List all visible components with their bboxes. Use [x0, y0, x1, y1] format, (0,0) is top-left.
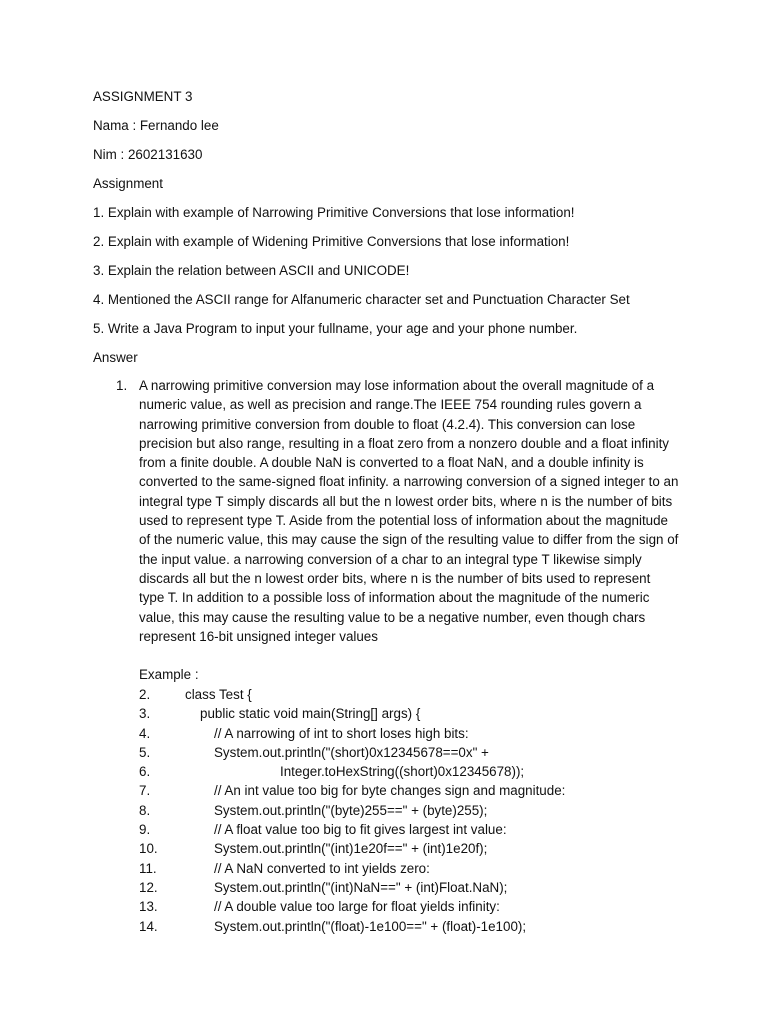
assignment-title: ASSIGNMENT 3 [93, 89, 193, 104]
code-line-text: // A narrowing of int to short loses high bits: [214, 725, 469, 741]
example-label: Example : [139, 667, 199, 682]
code-line-text: // A double value too large for float yields infinity: [214, 899, 500, 915]
example-label-row [139, 665, 739, 684]
code-line [139, 801, 739, 820]
code-line-number: 4. [139, 725, 151, 741]
code-line-number: 8. [139, 802, 151, 818]
code-line-number: 13. [139, 899, 158, 915]
code-listing [139, 685, 739, 936]
question-4: 4. Mentioned the ASCII range for Alfanumeric character set and Punctuation Character Set [93, 292, 630, 307]
code-line [139, 781, 739, 800]
code-line [139, 820, 739, 839]
code-line-text: System.out.println("(byte)255==" + (byte)255); [214, 802, 488, 818]
code-line-number: 10. [139, 841, 158, 857]
code-line-number: 11. [139, 860, 157, 876]
code-line [139, 897, 739, 916]
answer-paragraph: A narrowing primitive conversion may lose information about the overall magnitude of a numeric value, as well as precision and range.The IEEE 754 rounding rules govern a narrowing primitive conversion from double to float (4.2.4). This conversion can lose precision but also range, resulting in a float zero from a nonzero double and a float infinity from a finite double. A double NaN is converted to a float NaN, and a double infinity is converted to the same-signed float infinity. a narrowing conversion of a signed integer to an integral type T simply discards all but the n lowest order bits, where n is the number of bits used to represent type T. Aside from the potential loss of information about the magnitude of the numeric value, this may cause the sign of the resulting value to differ from the sign of the input value. a narrowing conversion of a char to an integral type T likewise simply discards all but the n lowest order bits, where n is the number of bits used to represent type T. In addition to a possible loss of information about the magnitude of the numeric value, this may cause the resulting value to be a negative number, even though chars represent 16-bit unsigned integer values [139, 378, 679, 644]
code-example [139, 665, 739, 684]
student-name: Nama : Fernando lee [93, 118, 219, 133]
code-line-number: 3. [139, 706, 151, 722]
code-line-number: 7. [139, 783, 151, 799]
code-line [139, 685, 739, 704]
code-line-text: System.out.println("(int)1e20f==" + (int)1e20f); [214, 841, 488, 857]
code-line [139, 839, 739, 858]
question-3: 3. Explain the relation between ASCII and UNICODE! [93, 263, 410, 278]
assignment-label: Assignment [93, 176, 163, 191]
code-line [139, 917, 739, 936]
code-line [139, 743, 739, 762]
answer-item-number: 1. [116, 378, 128, 393]
code-line-text: System.out.println("(int)NaN==" + (int)Float.NaN); [214, 879, 508, 895]
code-line-text: // An int value too big for byte changes sign and magnitude: [214, 783, 566, 799]
code-line [139, 704, 739, 723]
code-line-text: // A NaN converted to int yields zero: [214, 860, 430, 876]
code-line [139, 878, 739, 897]
code-line-text: Integer.toHexString((short)0x12345678)); [280, 764, 525, 780]
answer-label: Answer [93, 350, 138, 365]
code-line-text: public static void main(String[] args) { [200, 706, 421, 722]
student-nim: Nim : 2602131630 [93, 147, 203, 162]
code-line-number: 5. [139, 744, 151, 760]
question-5: 5. Write a Java Program to input your fullname, your age and your phone number. [93, 321, 578, 336]
code-line-text: System.out.println("(float)-1e100==" + (float)-1e100); [214, 918, 527, 934]
code-line-text: // A float value too big to fit gives largest int value: [214, 822, 507, 838]
question-2: 2. Explain with example of Widening Primitive Conversions that lose information! [93, 234, 570, 249]
question-1: 1. Explain with example of Narrowing Primitive Conversions that lose information! [93, 205, 575, 220]
code-line [139, 724, 739, 743]
code-line-number: 9. [139, 822, 151, 838]
code-line-number: 2. [139, 687, 151, 702]
code-line [139, 859, 739, 878]
code-line-text: class Test { [185, 687, 252, 702]
code-line-number: 14. [139, 918, 158, 934]
code-line-number: 12. [139, 879, 158, 895]
code-line-number: 6. [139, 764, 151, 780]
code-line [139, 762, 739, 781]
code-line-text: System.out.println("(short)0x12345678==0x" + [214, 744, 489, 760]
